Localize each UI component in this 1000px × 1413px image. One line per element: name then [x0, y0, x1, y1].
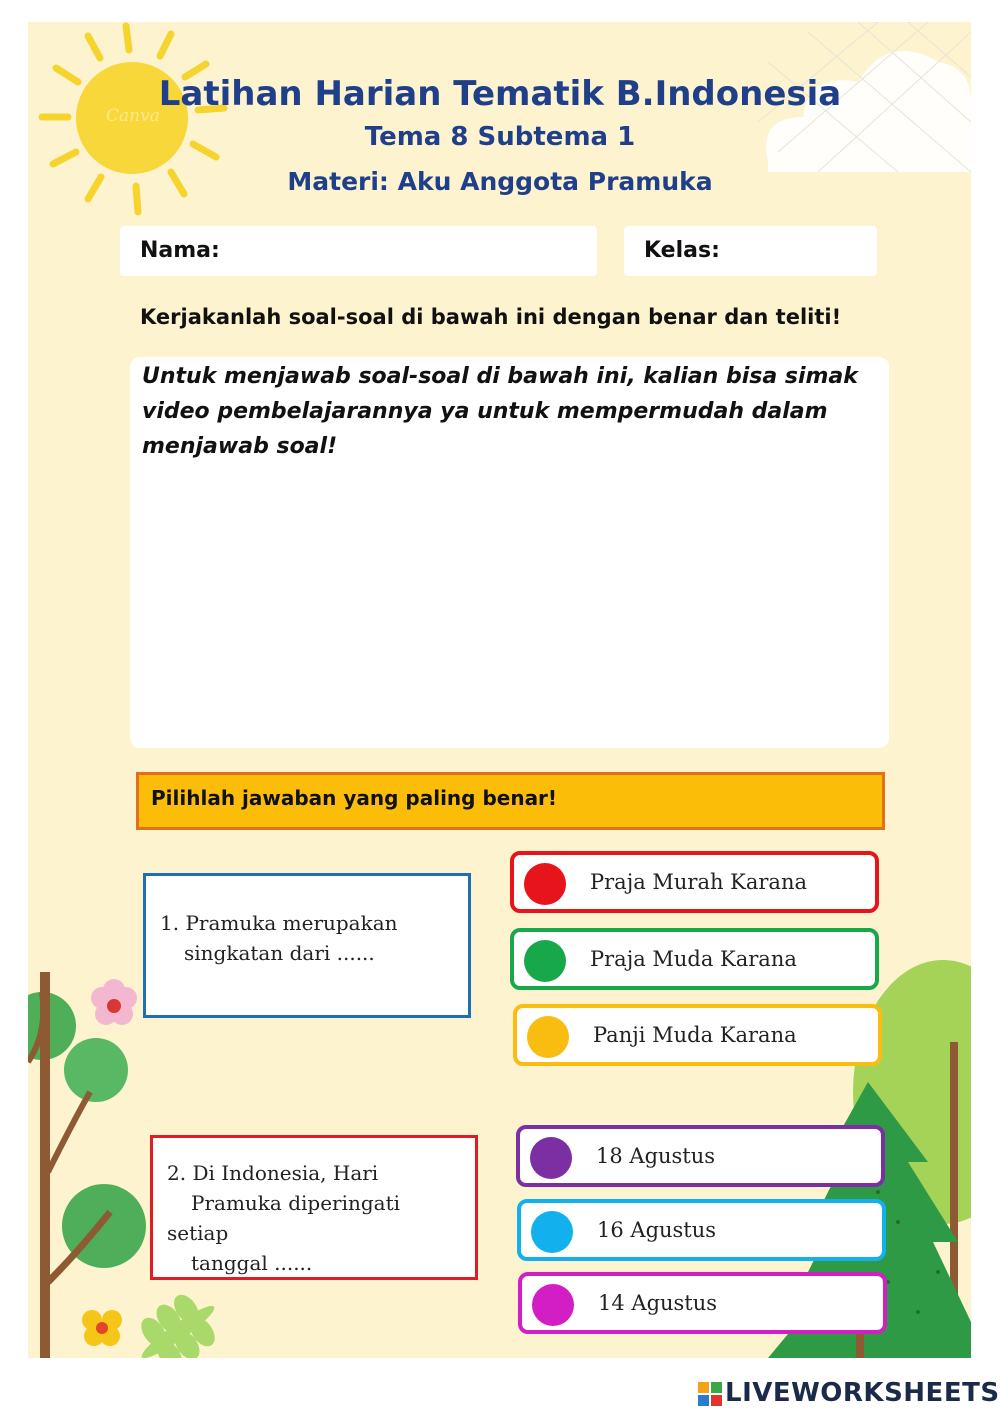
option-2a-label: 18 Agustus	[596, 1144, 716, 1168]
option-2a[interactable]	[516, 1125, 885, 1187]
question-1-line-2: singkatan dari ......	[184, 941, 375, 965]
question-2-line-1: Di Indonesia, Hari	[192, 1161, 379, 1185]
question-2-line-2: Pramuka diperingati setiap	[167, 1191, 401, 1245]
name-label: Nama:	[140, 238, 220, 263]
page-title: Latihan Harian Tematik B.Indonesia	[158, 74, 842, 114]
option-2b-label: 16 Agustus	[597, 1218, 717, 1242]
question-1-number: 1.	[160, 911, 180, 935]
option-2b[interactable]	[517, 1199, 886, 1261]
magenta-dot-icon	[532, 1284, 574, 1326]
red-dot-icon	[524, 863, 566, 905]
page-subtitle: Tema 8 Subtema 1	[364, 122, 636, 152]
option-2c-label: 14 Agustus	[598, 1291, 718, 1315]
question-1-box	[143, 873, 471, 1018]
choose-answer-banner	[136, 772, 885, 830]
question-2-line-3: tanggal ......	[191, 1251, 313, 1275]
option-1a-label: Praja Murah Karana	[590, 870, 807, 894]
green-dot-icon	[524, 940, 566, 982]
blue-dot-icon	[531, 1211, 573, 1253]
option-1b[interactable]	[510, 928, 879, 990]
purple-dot-icon	[530, 1137, 572, 1179]
brand-name: LIVEWORKSHEETS	[725, 1378, 1000, 1408]
sun-watermark: Canva	[106, 106, 160, 126]
liveworksheets-icon	[698, 1382, 722, 1406]
name-field[interactable]	[120, 226, 597, 276]
option-1c[interactable]	[513, 1004, 882, 1066]
class-label: Kelas:	[644, 238, 720, 263]
worksheet-page	[28, 22, 971, 1358]
option-1c-label: Panji Muda Karana	[593, 1023, 797, 1047]
class-field[interactable]	[624, 226, 877, 276]
question-1-line-1: Pramuka merupakan	[185, 911, 398, 935]
option-2c[interactable]	[518, 1272, 887, 1334]
material-heading: Materi: Aku Anggota Pramuka	[287, 167, 713, 196]
video-note: Untuk menjawab soal-soal di bawah ini, kalian bisa simak video pembelajarannya ya untuk mempermudah dalam menjawab soal!	[142, 364, 858, 459]
question-2-box	[150, 1135, 478, 1280]
yellow-dot-icon	[527, 1016, 569, 1058]
liveworksheets-logo[interactable]	[698, 1378, 1000, 1408]
banner-text: Pilihlah jawaban yang paling benar!	[151, 786, 558, 810]
option-1a[interactable]	[510, 851, 879, 913]
instruction-text: Kerjakanlah soal-soal di bawah ini dengan benar dan teliti!	[140, 305, 842, 329]
video-box[interactable]	[130, 357, 889, 748]
question-2-number: 2.	[167, 1161, 187, 1185]
option-1b-label: Praja Muda Karana	[590, 947, 797, 971]
